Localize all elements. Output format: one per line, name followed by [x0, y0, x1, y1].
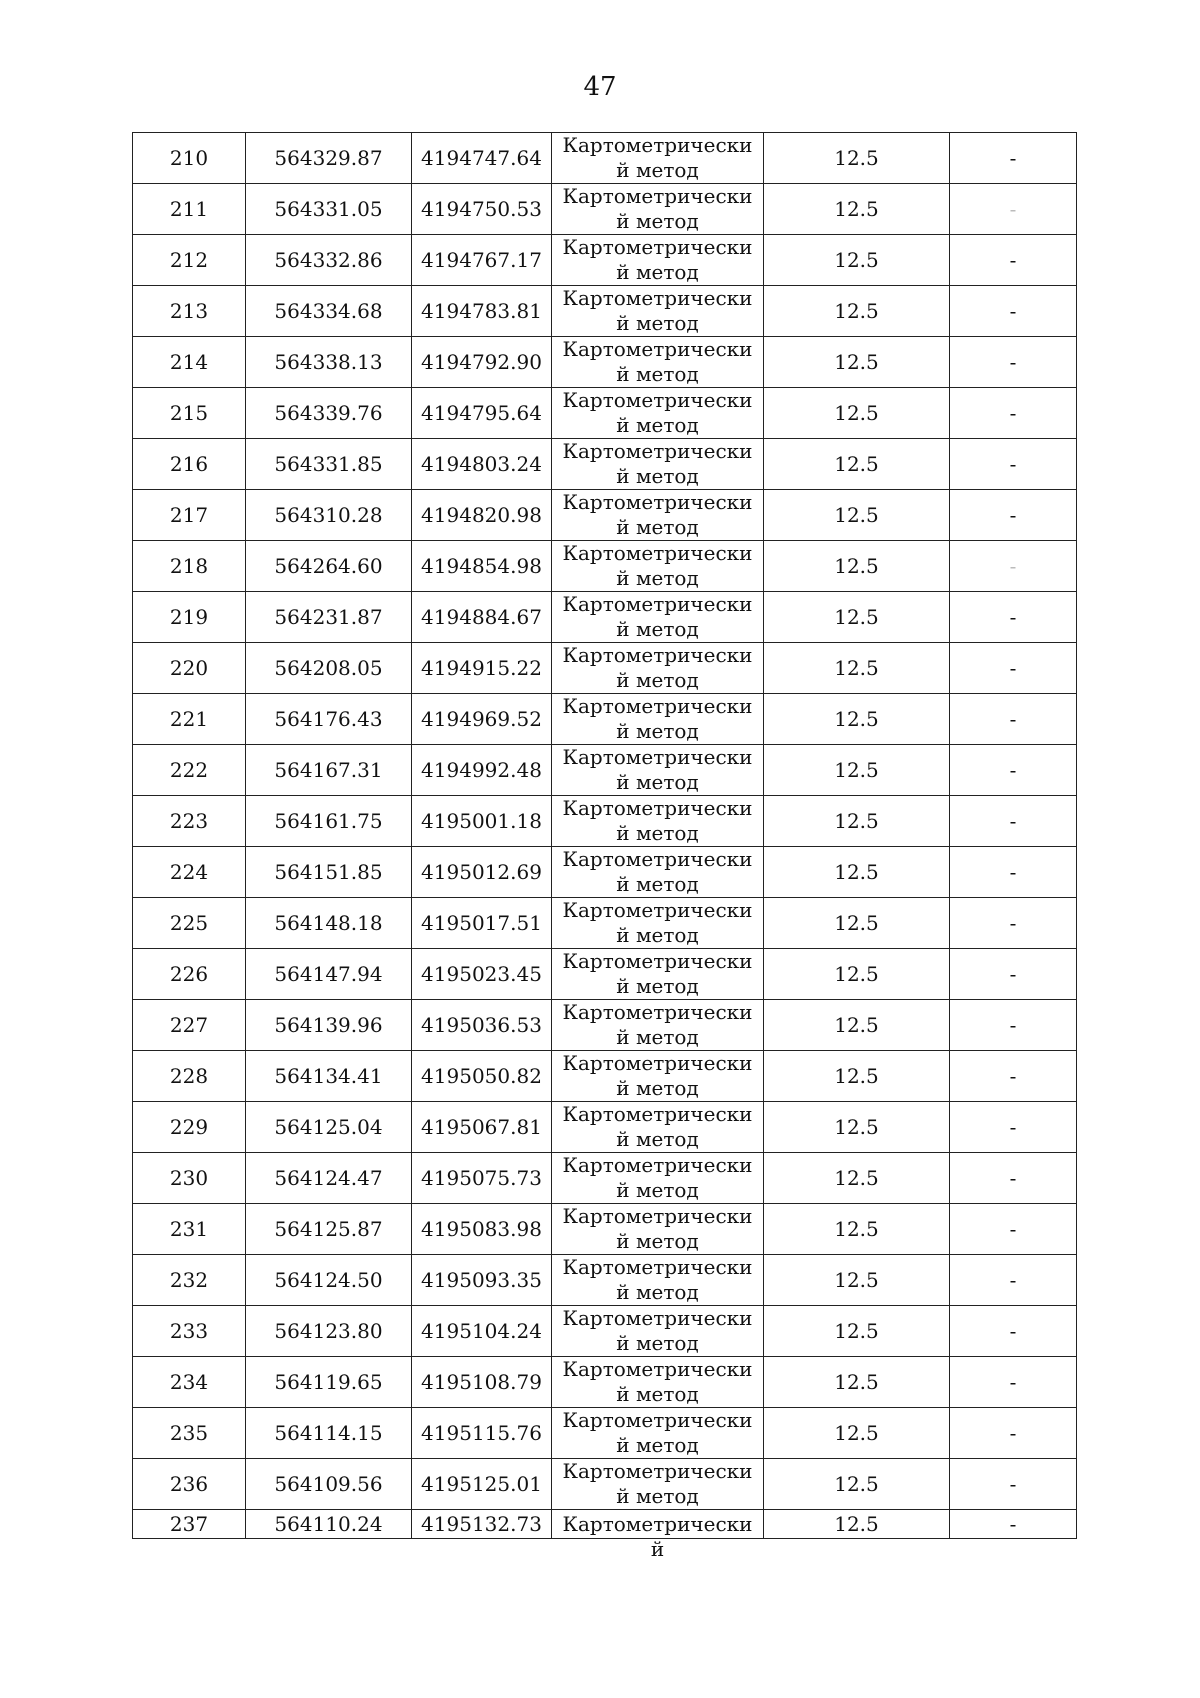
note-cell: -: [950, 1000, 1077, 1051]
note-cell: -: [950, 133, 1077, 184]
note-cell: -: [950, 1306, 1077, 1357]
y-coordinate-cell: 4195075.73: [412, 1153, 552, 1204]
note-cell: -: [950, 745, 1077, 796]
note-cell: -: [950, 847, 1077, 898]
table-row: [133, 1000, 1077, 1051]
y-coordinate-cell: 4194884.67: [412, 592, 552, 643]
point-number-cell: 230: [133, 1153, 246, 1204]
x-coordinate-cell: 564125.87: [246, 1204, 412, 1255]
precision-cell: 12.5: [764, 1204, 950, 1255]
y-coordinate-cell: 4194992.48: [412, 745, 552, 796]
point-number-cell: 236: [133, 1459, 246, 1510]
method-cell: [552, 133, 764, 184]
x-coordinate-cell: 564110.24: [246, 1510, 412, 1539]
precision-cell: 12.5: [764, 286, 950, 337]
method-cell: [552, 388, 764, 439]
y-coordinate-cell: 4195023.45: [412, 949, 552, 1000]
precision-cell: 12.5: [764, 133, 950, 184]
x-coordinate-cell: 564338.13: [246, 337, 412, 388]
table-row: [133, 439, 1077, 490]
note-cell: -: [950, 1102, 1077, 1153]
note-cell: -: [950, 1153, 1077, 1204]
point-number-cell: 218: [133, 541, 246, 592]
y-coordinate-cell: 4194783.81: [412, 286, 552, 337]
method-text: Картометрический метод: [562, 1204, 753, 1253]
x-coordinate-cell: 564151.85: [246, 847, 412, 898]
y-coordinate-cell: 4194750.53: [412, 184, 552, 235]
precision-cell: 12.5: [764, 1153, 950, 1204]
note-cell: -: [950, 1408, 1077, 1459]
y-coordinate-cell: 4194915.22: [412, 643, 552, 694]
y-coordinate-cell: 4195083.98: [412, 1204, 552, 1255]
precision-cell: 12.5: [764, 1459, 950, 1510]
note-cell: -: [950, 694, 1077, 745]
method-cell: [552, 1510, 764, 1561]
point-number-cell: 237: [133, 1510, 246, 1539]
x-coordinate-cell: 564176.43: [246, 694, 412, 745]
point-number-cell: 223: [133, 796, 246, 847]
table-row: [133, 1051, 1077, 1102]
method-text: Картометрический метод: [562, 643, 753, 692]
method-cell: [552, 1051, 764, 1102]
method-text: Картометрический метод: [562, 490, 753, 539]
note-cell: -: [950, 439, 1077, 490]
x-coordinate-cell: 564139.96: [246, 1000, 412, 1051]
method-text: Картометрический метод: [562, 592, 753, 641]
x-coordinate-cell: 564339.76: [246, 388, 412, 439]
precision-cell: 12.5: [764, 1051, 950, 1102]
point-number-cell: 235: [133, 1408, 246, 1459]
x-coordinate-cell: 564331.05: [246, 184, 412, 235]
point-number-cell: 219: [133, 592, 246, 643]
precision-cell: 12.5: [764, 694, 950, 745]
x-coordinate-cell: 564134.41: [246, 1051, 412, 1102]
table-row: [133, 592, 1077, 643]
point-number-cell: 231: [133, 1204, 246, 1255]
table-row: [133, 133, 1077, 184]
table-row: [133, 388, 1077, 439]
precision-cell: 12.5: [764, 490, 950, 541]
precision-cell: 12.5: [764, 541, 950, 592]
y-coordinate-cell: 4195132.73: [412, 1510, 552, 1539]
precision-cell: 12.5: [764, 643, 950, 694]
x-coordinate-cell: 564208.05: [246, 643, 412, 694]
x-coordinate-cell: 564123.80: [246, 1306, 412, 1357]
method-cell: [552, 286, 764, 337]
y-coordinate-cell: 4195125.01: [412, 1459, 552, 1510]
table-row: [133, 898, 1077, 949]
note-cell: -: [950, 949, 1077, 1000]
page-number: 47: [583, 72, 617, 102]
point-number-cell: 220: [133, 643, 246, 694]
point-number-cell: 224: [133, 847, 246, 898]
y-coordinate-cell: 4195017.51: [412, 898, 552, 949]
point-number-cell: 215: [133, 388, 246, 439]
method-cell: [552, 541, 764, 592]
x-coordinate-cell: 564119.65: [246, 1357, 412, 1408]
y-coordinate-cell: 4195093.35: [412, 1255, 552, 1306]
point-number-cell: 210: [133, 133, 246, 184]
y-coordinate-cell: 4195104.24: [412, 1306, 552, 1357]
precision-cell: 12.5: [764, 1306, 950, 1357]
x-coordinate-cell: 564329.87: [246, 133, 412, 184]
method-text: Картометрический метод: [562, 541, 753, 590]
table-row: [133, 745, 1077, 796]
method-cell: [552, 439, 764, 490]
precision-cell: 12.5: [764, 949, 950, 1000]
note-cell: -: [950, 541, 1077, 592]
table-row: [133, 694, 1077, 745]
x-coordinate-cell: 564331.85: [246, 439, 412, 490]
method-text: Картометрический метод: [562, 337, 753, 386]
method-text: Картометрический метод: [562, 1357, 753, 1406]
method-text: Картометрический метод: [562, 694, 753, 743]
method-cell: [552, 796, 764, 847]
method-text: Картометрический метод: [562, 1102, 753, 1151]
table-row: [133, 1102, 1077, 1153]
table-row: [133, 949, 1077, 1000]
method-text: Картометрический метод: [562, 133, 753, 182]
method-text: Картометрический метод: [562, 1051, 753, 1100]
method-text: Картометрический метод: [562, 1255, 753, 1304]
method-cell: [552, 1459, 764, 1510]
x-coordinate-cell: 564124.50: [246, 1255, 412, 1306]
y-coordinate-cell: 4194969.52: [412, 694, 552, 745]
point-number-cell: 225: [133, 898, 246, 949]
method-text: Картометрический метод: [562, 796, 753, 845]
precision-cell: 12.5: [764, 1510, 950, 1539]
method-text: Картометрический метод: [562, 1306, 753, 1355]
note-cell: -: [950, 388, 1077, 439]
method-cell: [552, 898, 764, 949]
y-coordinate-cell: 4195115.76: [412, 1408, 552, 1459]
y-coordinate-cell: 4194854.98: [412, 541, 552, 592]
table-row: [133, 337, 1077, 388]
precision-cell: 12.5: [764, 898, 950, 949]
method-text: Картометрический метод: [562, 388, 753, 437]
point-number-cell: 221: [133, 694, 246, 745]
point-number-cell: 229: [133, 1102, 246, 1153]
x-coordinate-cell: 564114.15: [246, 1408, 412, 1459]
method-text: Картометрический метод: [562, 286, 753, 335]
method-cell: [552, 592, 764, 643]
note-cell: -: [950, 643, 1077, 694]
point-number-cell: 233: [133, 1306, 246, 1357]
method-cell: [552, 1408, 764, 1459]
x-coordinate-cell: 564332.86: [246, 235, 412, 286]
x-coordinate-cell: 564125.04: [246, 1102, 412, 1153]
precision-cell: 12.5: [764, 1102, 950, 1153]
precision-cell: 12.5: [764, 184, 950, 235]
x-coordinate-cell: 564161.75: [246, 796, 412, 847]
method-cell: [552, 1153, 764, 1204]
method-text: Картометрический: [562, 1511, 753, 1561]
x-coordinate-cell: 564334.68: [246, 286, 412, 337]
table-row: [133, 490, 1077, 541]
method-cell: [552, 1102, 764, 1153]
table-row: [133, 1306, 1077, 1357]
note-cell: -: [950, 1255, 1077, 1306]
y-coordinate-cell: 4195012.69: [412, 847, 552, 898]
x-coordinate-cell: 564148.18: [246, 898, 412, 949]
precision-cell: 12.5: [764, 235, 950, 286]
table-row: [133, 184, 1077, 235]
table-row: [133, 796, 1077, 847]
precision-cell: 12.5: [764, 1357, 950, 1408]
method-cell: [552, 1357, 764, 1408]
point-number-cell: 234: [133, 1357, 246, 1408]
precision-cell: 12.5: [764, 1408, 950, 1459]
note-cell: -: [950, 898, 1077, 949]
point-number-cell: 232: [133, 1255, 246, 1306]
y-coordinate-cell: 4195036.53: [412, 1000, 552, 1051]
method-cell: [552, 847, 764, 898]
note-cell: -: [950, 490, 1077, 541]
point-number-cell: 212: [133, 235, 246, 286]
note-cell: -: [950, 1357, 1077, 1408]
y-coordinate-cell: 4195001.18: [412, 796, 552, 847]
note-cell: -: [950, 337, 1077, 388]
point-number-cell: 228: [133, 1051, 246, 1102]
table-row: [133, 643, 1077, 694]
precision-cell: 12.5: [764, 337, 950, 388]
note-cell: -: [950, 184, 1077, 235]
method-cell: [552, 1000, 764, 1051]
method-text: Картометрический метод: [562, 1459, 753, 1508]
x-coordinate-cell: 564264.60: [246, 541, 412, 592]
point-number-cell: 211: [133, 184, 246, 235]
precision-cell: 12.5: [764, 592, 950, 643]
x-coordinate-cell: 564167.31: [246, 745, 412, 796]
method-text: Картометрический метод: [562, 745, 753, 794]
note-cell: -: [950, 796, 1077, 847]
point-number-cell: 226: [133, 949, 246, 1000]
method-text: Картометрический метод: [562, 235, 753, 284]
note-cell: -: [950, 592, 1077, 643]
method-text: Картометрический метод: [562, 1000, 753, 1049]
table-row: [133, 1204, 1077, 1255]
y-coordinate-cell: 4194795.64: [412, 388, 552, 439]
point-number-cell: 217: [133, 490, 246, 541]
method-cell: [552, 490, 764, 541]
y-coordinate-cell: 4194792.90: [412, 337, 552, 388]
method-cell: [552, 1306, 764, 1357]
table-row: [133, 1510, 1077, 1539]
note-cell: -: [950, 235, 1077, 286]
point-number-cell: 213: [133, 286, 246, 337]
table-row: [133, 1255, 1077, 1306]
y-coordinate-cell: 4194767.17: [412, 235, 552, 286]
precision-cell: 12.5: [764, 388, 950, 439]
method-text: Картометрический метод: [562, 847, 753, 896]
method-cell: [552, 745, 764, 796]
point-number-cell: 227: [133, 1000, 246, 1051]
x-coordinate-cell: 564124.47: [246, 1153, 412, 1204]
y-coordinate-cell: 4195050.82: [412, 1051, 552, 1102]
x-coordinate-cell: 564147.94: [246, 949, 412, 1000]
x-coordinate-cell: 564109.56: [246, 1459, 412, 1510]
precision-cell: 12.5: [764, 439, 950, 490]
x-coordinate-cell: 564231.87: [246, 592, 412, 643]
x-coordinate-cell: 564310.28: [246, 490, 412, 541]
method-cell: [552, 949, 764, 1000]
y-coordinate-cell: 4195067.81: [412, 1102, 552, 1153]
precision-cell: 12.5: [764, 1000, 950, 1051]
table-row: [133, 235, 1077, 286]
method-text: Картометрический метод: [562, 1153, 753, 1202]
method-text: Картометрический метод: [562, 439, 753, 488]
method-text: Картометрический метод: [562, 898, 753, 947]
coordinates-table-body: [133, 133, 1077, 1561]
method-cell: [552, 235, 764, 286]
note-cell: -: [950, 286, 1077, 337]
point-number-cell: 222: [133, 745, 246, 796]
y-coordinate-cell: 4194803.24: [412, 439, 552, 490]
precision-cell: 12.5: [764, 745, 950, 796]
table-row: [133, 1153, 1077, 1204]
method-cell: [552, 1204, 764, 1255]
method-cell: [552, 1255, 764, 1306]
method-cell: [552, 694, 764, 745]
method-text: Картометрический метод: [562, 184, 753, 233]
point-number-cell: 214: [133, 337, 246, 388]
note-cell: -: [950, 1510, 1077, 1539]
coordinates-table: [132, 132, 1077, 1561]
method-cell: [552, 643, 764, 694]
table-row: [133, 1408, 1077, 1459]
y-coordinate-cell: 4194747.64: [412, 133, 552, 184]
y-coordinate-cell: 4195108.79: [412, 1357, 552, 1408]
precision-cell: 12.5: [764, 796, 950, 847]
y-coordinate-cell: 4194820.98: [412, 490, 552, 541]
note-cell: -: [950, 1459, 1077, 1510]
table-row: [133, 1459, 1077, 1510]
method-cell: [552, 337, 764, 388]
precision-cell: 12.5: [764, 1255, 950, 1306]
precision-cell: 12.5: [764, 847, 950, 898]
note-cell: -: [950, 1051, 1077, 1102]
note-cell: -: [950, 1204, 1077, 1255]
method-text: Картометрический метод: [562, 949, 753, 998]
point-number-cell: 216: [133, 439, 246, 490]
table-row: [133, 541, 1077, 592]
table-row: [133, 286, 1077, 337]
table-row: [133, 847, 1077, 898]
table-row: [133, 1357, 1077, 1408]
method-text: Картометрический метод: [562, 1408, 753, 1457]
method-cell: [552, 184, 764, 235]
